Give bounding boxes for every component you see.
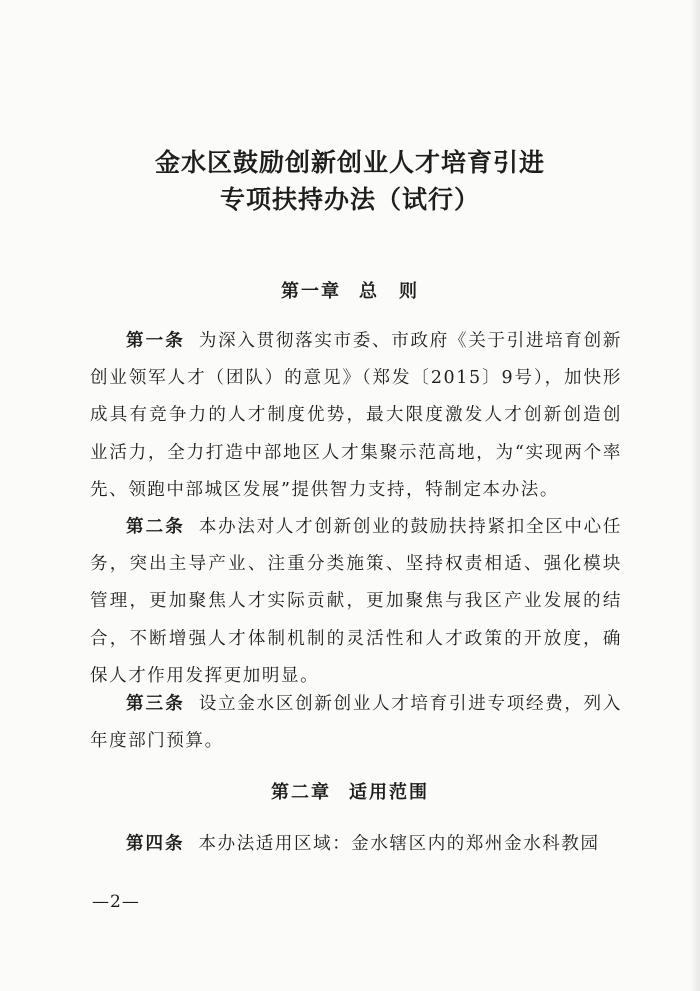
article-2	[90, 509, 622, 695]
article-2-label: 第二条	[126, 517, 185, 537]
article-1-text: 为深入贯彻落实市委、市政府《关于引进培育创新创业领军人才（团队）的意见》（郑发〔2015〕9号），加快形成具有竞争力的人才制度优势，最大限度激发人才创新创造创业活力，全力打造中部地区人才集聚示范高地，为“实现两个率先、领跑中部城区发展”提供智力支持，特制定本办法。	[90, 331, 623, 500]
page-number: —2—	[92, 892, 140, 912]
article-3	[90, 686, 622, 760]
article-1	[90, 323, 622, 509]
article-3-label: 第三条	[126, 694, 185, 714]
document-title-line1: 金水区鼓励创新创业人才培育引进	[154, 148, 545, 177]
article-4-label: 第四条	[126, 834, 185, 854]
article-1-label: 第一条	[126, 331, 185, 351]
chapter-2-name: 适用范围	[349, 782, 429, 803]
chapter-1-label: 第一章	[281, 281, 341, 302]
chapter-heading-2	[0, 778, 700, 804]
document-title-line2: 专项扶持办法（试行）	[219, 185, 480, 214]
chapter-2-label: 第二章	[271, 782, 331, 803]
article-3-text: 设立金水区创新创业人才培育引进专项经费，列入年度部门预算。	[90, 694, 623, 752]
chapter-1-name: 总 则	[359, 281, 419, 302]
article-2-text: 本办法对人才创新创业的鼓励扶持紧扣全区中心任务，突出主导产业、注重分类施策、坚持权责相适、强化模块管理，更加聚焦人才实际贡献，更加聚焦与我区产业发展的结合，不断增强人才体制机制的灵活性和人才政策的开放度，确保人才作用发挥更加明显。	[90, 517, 623, 686]
chapter-heading-1	[0, 277, 700, 303]
article-4	[90, 826, 622, 863]
article-4-text: 本办法适用区域：金水辖区内的郑州金水科教园	[198, 834, 600, 854]
